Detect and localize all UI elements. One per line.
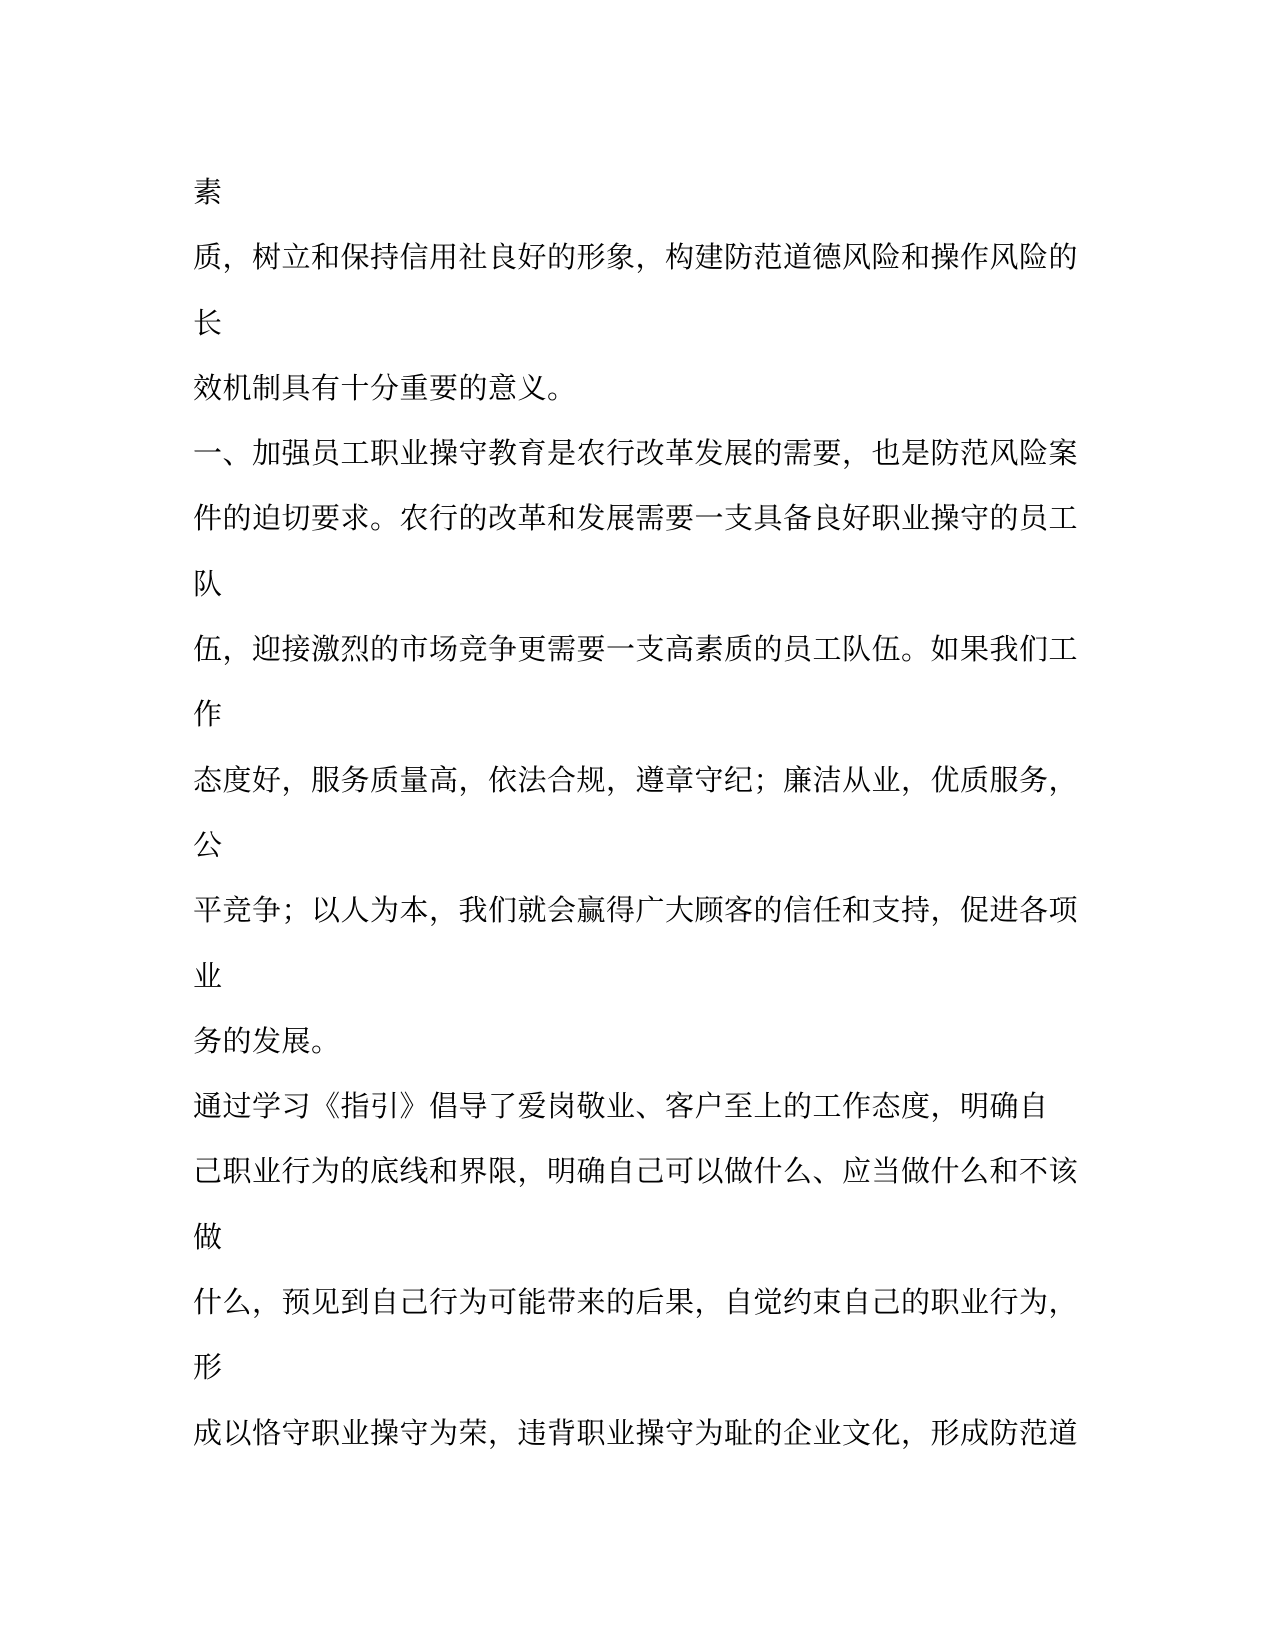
text-line: 做: [193, 1219, 223, 1254]
text-line: 平竞争；以人为本，我们就会赢得广大顾客的信任和支持，促进各项: [193, 893, 1079, 928]
text-line: 什么，预见到自己行为可能带来的后果，自觉约束自己的职业行为，: [193, 1285, 1079, 1320]
text-line: 伍，迎接激烈的市场竞争更需要一支高素质的员工队伍。如果我们工: [193, 632, 1079, 667]
text-line: 己职业行为的底线和界限，明确自己可以做什么、应当做什么和不该: [193, 1154, 1079, 1189]
text-line: 队: [193, 566, 223, 601]
text-line: 件的迫切要求。农行的改革和发展需要一支具备良好职业操守的员工: [193, 501, 1079, 536]
text-line: 务的发展。: [193, 1023, 341, 1058]
text-line: 效机制具有十分重要的意义。: [193, 370, 577, 405]
text-line: 质，树立和保持信用社良好的形象，构建防范道德风险和操作风险的: [193, 240, 1079, 275]
text-line: 成以恪守职业操守为荣，违背职业操守为耻的企业文化，形成防范道: [193, 1415, 1079, 1450]
text-line: 态度好，服务质量高，依法合规，遵章守纪；廉洁从业，优质服务，: [193, 762, 1079, 797]
text-line: 一、加强员工职业操守教育是农行改革发展的需要，也是防范风险案: [193, 436, 1079, 471]
text-line: 长: [193, 305, 223, 340]
text-line: 形: [193, 1350, 223, 1385]
text-line: 业: [193, 958, 223, 993]
body-text: [193, 160, 1093, 1466]
text-line: 通过学习《指引》倡导了爱岗敬业、客户至上的工作态度，明确自: [193, 1089, 1049, 1124]
text-line: 作: [193, 697, 223, 732]
text-line: 素: [193, 175, 223, 209]
text-line: 公: [193, 827, 223, 862]
